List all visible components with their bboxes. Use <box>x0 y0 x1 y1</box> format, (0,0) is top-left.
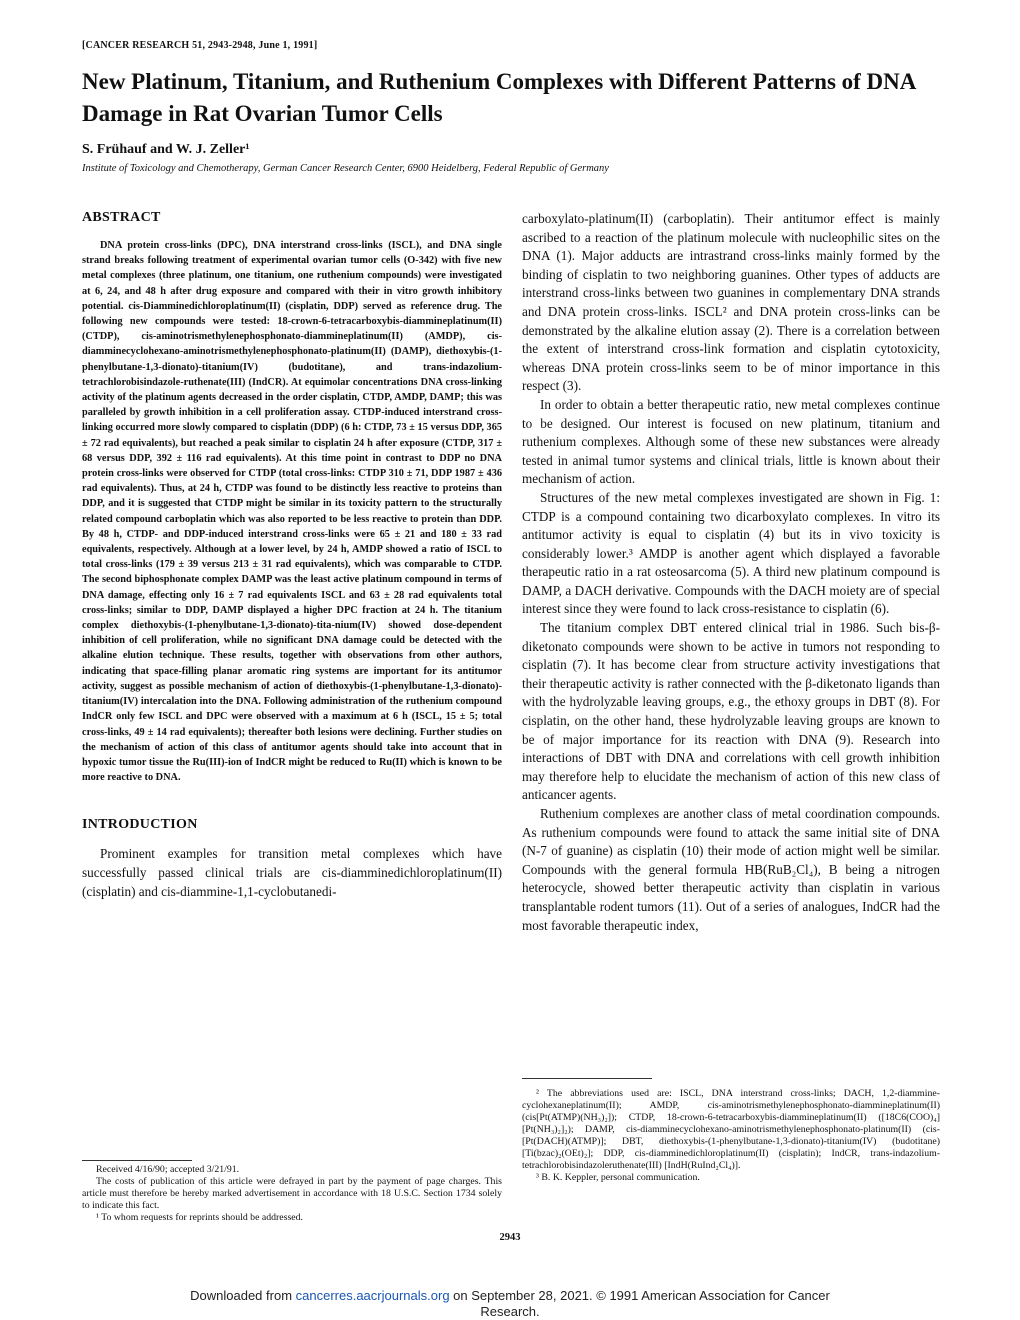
journal-citation: [CANCER RESEARCH 51, 2943-2948, June 1, 1991] <box>82 40 318 51</box>
footnote-rule-right <box>522 1078 652 1079</box>
right-paragraph: Ruthenium complexes are another class of metal coordination compounds. As ruthenium compounds were found to attack the same initial site of DNA (N-7 of guanine) as cisplatin (10) their mode of action might well be similar. Compounds with the general formula HB(RuB₂Cl₄), B being a nitrogen heterocycle, showed better therapeutic activity than cisplatin in various transplantable rodent tumors (11). Out of a series of analogues, IndCR had the most favorable therapeutic index, <box>522 806 940 933</box>
intro-paragraph: Prominent examples for transition metal complexes which have successfully passed clinical trials are cis-diamminedichloroplatinum(II) (cisplatin) and cis-diammine-1,1-cyclobutanedi- <box>82 846 502 899</box>
page-number: 2943 <box>499 1232 521 1243</box>
footnote-abbreviations: ² The abbreviations used are: ISCL, DNA interstrand cross-links; DACH, 1,2-diammine-cyclohexaneplatinum(II); AMDP, cis-aminotrismethylenephosphonato-diammineplatinum(II) (cis[Pt(ATMP)(NH₃)₂]); CTDP, 18-crown-6-tetracarboxybis-diammineplatinum(II) ([18C6(COO)₄][Pt(NH₃)₂]₂); DAMP, cis-diamminecyclohexano-aminotrismethylenephosphonato-platinum(II) (cis-[Pt(DACH)(ATMP)]; DBT, diethoxybis-(1-phenylbutane-1,3-dionato)-titanium(IV) (budotitane) [Ti(bzac)₂(OEt)₂]; DDP, cis-diamminedichloroplatinum(II) (cisplatin); IndCR, trans-indazolium-tetrachlorobisindazoleruthenate(III) [IndH(RuInd₂Cl₄)]. <box>522 1088 940 1171</box>
download-prefix: Downloaded from <box>190 1288 296 1303</box>
affiliation: Institute of Toxicology and Chemotherapy, German Cancer Research Center, 6900 Heidelberg, Federal Republic of Germany <box>82 163 609 174</box>
right-paragraph: In order to obtain a better therapeutic ratio, new metal complexes continue to be designed. Our interest is focused on new platinum, titanium and ruthenium complexes. Although some of these new substances were already tested in animal tumor systems and clinical trials, little is known about their mechanism of action. <box>522 396 940 487</box>
download-suffix: on September 28, 2021. © 1991 American Association for Cancer <box>449 1288 830 1303</box>
footnotes-left <box>82 1164 502 1224</box>
introduction-heading: INTRODUCTION <box>82 817 198 833</box>
download-line2: Research. <box>480 1304 540 1319</box>
abstract-text: DNA protein cross-links (DPC), DNA interstrand cross-links (ISCL), and DNA single strand breaks following treatment of experimental ovarian tumor cells (O-342) with five new metal complexes (three platinum, one titanium, one ruthenium compounds) were investigated at 6, 24, and 48 h after drug exposure and compared with their in vitro growth inhibitory potential. cis-Diamminedichloroplatinum(II) (cisplatin, DDP) served as reference drug. The following new compounds were tested: 18-crown-6-tetracarboxybis-diammineplatinum(II) (CTDP), cis-aminotrismethylenephosphonato-diammineplatinum(II) (AMDP), cis-diamminecyclohexano-aminotrismethylenephosphonato-platinum(II) (DAMP), diethoxybis-(1-phenylbutane-1,3-dionato)-titanium(IV) (budotitane), and trans-indazolium-tetrachlorobisindazole-ruthenate(III) (IndCR). At equimolar concentrations DNA cross-linking activity of the platinum agents decreased in the order cisplatin, CTDP, AMDP, DAMP; this was paralleled by growth inhibition in a cell proliferation assay. CTDP-induced interstrand cross-linking occurred more slowly compared to cisplatin (DDP) (6 h: CTDP, 73 ± 15 versus DDP, 365 ± 72 rad equivalents), but reached a peak similar to cisplatin 24 h after exposure (CTDP, 317 ± 68 versus DDP, 392 ± 116 rad equivalents). At this time point in contrast to DDP no DNA protein cross-links were observed for CTDP (total cross-links: CTDP 310 ± 71, DDP 1987 ± 436 rad equivalents). Thus, at 24 h, CTDP was found to be distinctly less reactive to proteins than DDP, and it is suggested that CTDP might be similar in its toxicity pattern to the structurally related compound carboplatin which was also reported to be less reactive to protein than DDP. By 48 h, CTDP- and DDP-induced interstrand cross-links were 65 ± 21 and 180 ± 33 rad equivalents, respectively. Although at a lower level, by 24 h, AMDP showed a ratio of ISCL to total cross-links (179 ± 39 versus 213 ± 31 rad equivalents), which was comparable to CTDP. The second biphosphonate complex DAMP was the least active platinum compound in terms of DNA damage, effecting only 16 ± 7 rad equivalents ISCL and 63 ± 28 rad equivalents total cross-links; similar to DDP, DAMP displayed a higher DPC fraction at 24 h. The titanium complex diethoxybis-(1-phenylbutane-1,3-dionato)-tita-nium(IV) showed dose-dependent inhibition of cell proliferation, while no significant DNA damage could be detected with the alkaline elution technique. These results, together with observations from other authors, indicating that space-filling planar aromatic ring systems are important for its antitumor activity, suggest as possible mechanism of action of diethoxybis-(1-phenylbutane-1,3-dionato)-titanium(IV) intercalation into the DNA. Following administration of the ruthenium compound IndCR only few ISCL and DPC were observed with a maximum at 6 h (ISCL, 15 ± 5; total cross-links, 49 ± 14 rad equivalents); thereafter both lesions were declining. Further studies on the mechanism of action of this class of antitumor agents should take into account that in hypoxic tumor tissue the Ru(III)-ion of IndCR might be reduced to Ru(II) which is known to be more reactive to DNA. <box>82 240 502 784</box>
footnote-received: Received 4/16/90; accepted 3/21/91. <box>96 1164 240 1175</box>
footnote-rule-left <box>82 1160 192 1161</box>
footnote-costs: The costs of publication of this article were defrayed in part by the payment of page charges. This article must therefore be hereby marked advertisement in accordance with 18 U.S.C. Section 1734 solely to indicate this fact. <box>82 1176 502 1211</box>
footnote-reprints: ¹ To whom requests for reprints should be addressed. <box>96 1212 303 1223</box>
footnote-personal: ³ B. K. Keppler, personal communication. <box>536 1172 700 1183</box>
article-title: New Platinum, Titanium, and Ruthenium Complexes with Different Patterns of DNA Damage in Rat Ovarian Tumor Cells <box>82 69 916 126</box>
right-column <box>522 210 940 935</box>
right-paragraph: Structures of the new metal complexes investigated are shown in Fig. 1: CTDP is a compound containing two dicarboxylato complexes. In vitro its antitumor activity is equal to cisplatin (4) but its in vivo toxicity is considerably lower.³ AMDP is another agent which displayed a favorable therapeutic ratio in a rat osteosarcoma (5). A third new platinum compound is DAMP, a DACH derivative. Compounds with the DACH moiety are of special interest since they were found to lack cross-resistance to cisplatin (6). <box>522 489 940 617</box>
footnotes-right <box>522 1088 940 1184</box>
journal-link[interactable]: cancerres.aacrjournals.org <box>295 1288 450 1303</box>
download-notice <box>0 1288 1020 1320</box>
abstract-heading: ABSTRACT <box>82 210 161 225</box>
authors: S. Frühauf and W. J. Zeller¹ <box>82 142 250 157</box>
right-paragraph: carboxylato-platinum(II) (carboplatin). Their antitumor effect is mainly ascribed to a reaction of the platinum molecule with nucleophilic sites on the DNA (1). Major adducts are intrastrand cross-links mainly formed by the binding of cisplatin to two neighboring guanines. Other types of adducts are interstrand cross-links between two guanines in complementary DNA strands and DNA protein cross-links. ISCL² and DNA protein cross-links can be demonstrated by the alkaline elution assay (2). There is a correlation between the extent of interstrand cross-link formation and cisplatin cytotoxicity, whereas DNA protein cross-links seem to be of minor importance in this respect (3). <box>522 211 940 394</box>
left-column <box>82 210 502 901</box>
right-paragraph: The titanium complex DBT entered clinical trial in 1986. Such bis-β-diketonato compounds were shown to be active in tumors not responding to cisplatin (7). It has become clear from structure activity investigations that their therapeutic activity is rather connected with the β-diketonato ligands than with the hydrolyzable leaving groups, e.g., the ethoxy groups in DBT (8). For cisplatin, on the other hand, these hydrolyzable leaving groups are known to be of major importance for its reaction with DNA (9). Research into interactions of DBT with DNA and correlations with cell growth inhibition may therefore help to elucidate the mechanism of action of this new class of anticancer agents. <box>522 620 940 803</box>
